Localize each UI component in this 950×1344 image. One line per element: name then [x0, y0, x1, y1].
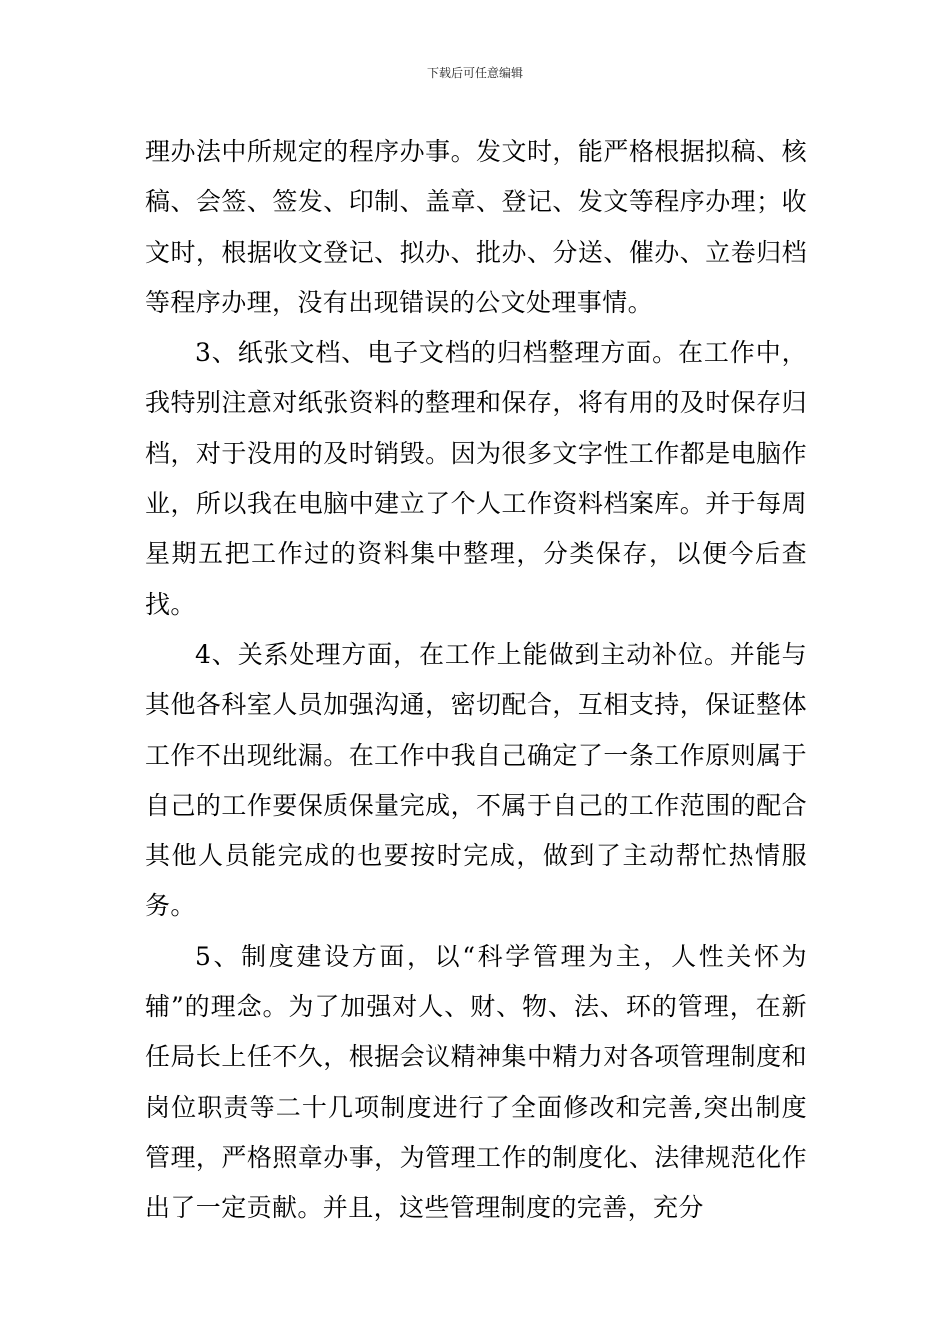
- paragraph-continuation: 理办法中所规定的程序办事。发文时，能严格根据拟稿、核稿、会签、签发、印制、盖章、登记、发文等程序办理；收文时，根据收文登记、拟办、批办、分送、催办、立卷归档等程序办理，没有出现错误的公文处理事情。: [145, 137, 807, 317]
- page-header: 下载后可任意编辑: [426, 66, 523, 80]
- paragraph-item-3: 3、纸张文档、电子文档的归档整理方面。在工作中，我特别注意对纸张资料的整理和保存，将有用的及时保存归档，对于没用的及时销毁。因为很多文字性工作都是电脑作业，所以我在电脑中建立了个人工作资料档案库。并于每周星期五把工作过的资料集中整理，分类保存，以便今后查找。: [145, 338, 807, 619]
- paragraph-item-4: 4、关系处理方面，在工作上能做到主动补位。并能与其他各科室人员加强沟通，密切配合，互相支持，保证整体工作不出现纰漏。在工作中我自己确定了一条工作原则属于自己的工作要保质保量完成，不属于自己的工作范围的配合其他人员能完成的也要按时完成，做到了主动帮忙热情服务。: [145, 639, 807, 921]
- paragraph-item-5: 5、制度建设方面，以“科学管理为主，人性关怀为辅”的理念。为了加强对人、财、物、法、环的管理，在新任局长上任不久，根据会议精神集中精力对各项管理制度和岗位职责等二十几项制度进行了全面修改和完善,突出制度管理，严格照章办事，为管理工作的制度化、法律规范化作出了一定贡献。并且，这些管理制度的完善，充分: [145, 941, 807, 1223]
- document-body: [145, 127, 807, 1234]
